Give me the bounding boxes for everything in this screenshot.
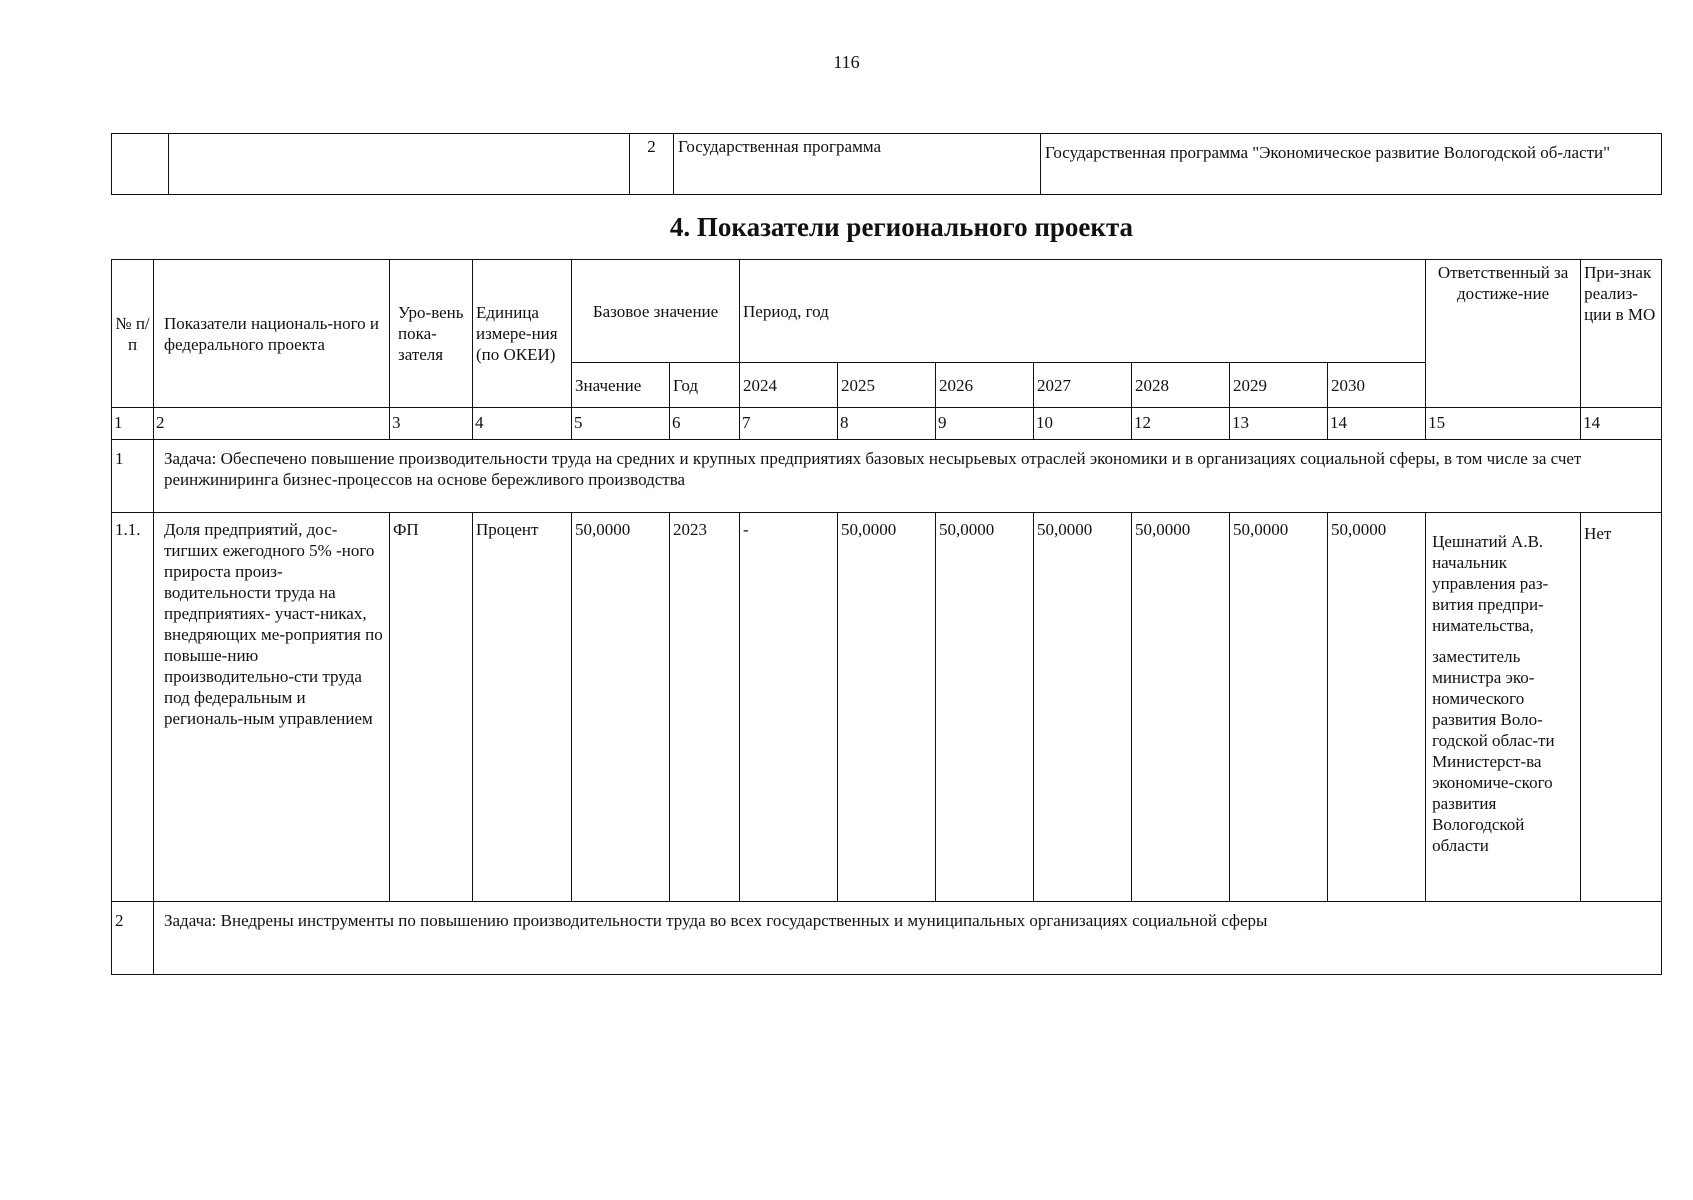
column-number: 14	[1581, 408, 1662, 440]
header-year: 2024	[740, 363, 838, 408]
base-value: 50,0000	[572, 513, 670, 902]
year-value: 50,0000	[838, 513, 936, 902]
column-number: 2	[154, 408, 390, 440]
empty-cell	[112, 134, 169, 195]
column-number: 5	[572, 408, 670, 440]
year-value: 50,0000	[1328, 513, 1426, 902]
indicator-unit: Процент	[473, 513, 572, 902]
column-number: 10	[1034, 408, 1132, 440]
table-row	[112, 134, 1662, 195]
header-year: 2026	[936, 363, 1034, 408]
year-value: 50,0000	[936, 513, 1034, 902]
column-number: 4	[473, 408, 572, 440]
header-period: Период, год	[740, 260, 1426, 363]
table-row	[112, 513, 1662, 902]
column-number: 9	[936, 408, 1034, 440]
row-value: Государственная программа "Экономическое развитие Вологодской об-ласти"	[1041, 134, 1662, 195]
task-number: 2	[112, 902, 154, 975]
task-row	[112, 440, 1662, 513]
row-label: Государственная программа	[674, 134, 1041, 195]
task-number: 1	[112, 440, 154, 513]
year-value: -	[740, 513, 838, 902]
header-responsible: Ответственный за достиже-ние	[1426, 260, 1581, 408]
page-number: 116	[833, 52, 860, 72]
row-number: 2	[630, 134, 674, 195]
task-text: Задача: Внедрены инструменты по повышению производительности труда во всех государственных и муниципальных организациях социальной сферы	[154, 902, 1662, 975]
column-number: 14	[1328, 408, 1426, 440]
header-sign: При-знак реализ-ции в МО	[1581, 260, 1662, 408]
base-year: 2023	[670, 513, 740, 902]
column-number: 15	[1426, 408, 1581, 440]
header-unit: Единица измере-ния (по ОКЕИ)	[473, 260, 572, 408]
year-value: 50,0000	[1034, 513, 1132, 902]
header-indicator: Показатели националь-ного и федерального проекта	[154, 260, 390, 408]
row-number: 1.1.	[112, 513, 154, 902]
section-title: 4. Показатели регионального проекта	[669, 212, 1134, 242]
column-number: 1	[112, 408, 154, 440]
task-text: Задача: Обеспечено повышение производительности труда на средних и крупных предприятиях базовых несырьевых отраслей экономики и в организациях социальной сферы, в том числе за счет реинжиниринга бизнес-процессов на основе бережливого производства	[154, 440, 1662, 513]
column-number: 12	[1132, 408, 1230, 440]
mo-sign: Нет	[1581, 513, 1662, 902]
header-base-value-label: Значение	[572, 363, 670, 408]
header-year: 2025	[838, 363, 936, 408]
empty-cell	[169, 134, 630, 195]
responsible-person	[1426, 513, 1581, 902]
header-base-year-label: Год	[670, 363, 740, 408]
column-number: 8	[838, 408, 936, 440]
column-number: 3	[390, 408, 473, 440]
indicator-level: ФП	[390, 513, 473, 902]
column-number-row	[112, 408, 1662, 440]
year-value: 50,0000	[1132, 513, 1230, 902]
column-number: 7	[740, 408, 838, 440]
header-year: 2027	[1034, 363, 1132, 408]
year-value: 50,0000	[1230, 513, 1328, 902]
responsible-position: заместитель министра эко-номического развития Воло-годской облас-ти Министерст-ва экономиче-ского развития Вологодской области	[1432, 647, 1555, 855]
indicator-name: Доля предприятий, дос-тигших ежегодного 5% -ного прироста произ-водительности труда на предприятиях- участ-никах, внедряющих ме-роприятия по повыше-нию производительно-сти труда под федеральным и региональ-ным управлением	[154, 513, 390, 902]
header-year: 2029	[1230, 363, 1328, 408]
header-base-value: Базовое значение	[572, 260, 740, 363]
header-year: 2028	[1132, 363, 1230, 408]
header-level: Уро-вень пока-зателя	[390, 260, 473, 408]
header-row	[112, 260, 1662, 363]
column-number: 6	[670, 408, 740, 440]
header-year: 2030	[1328, 363, 1426, 408]
header-num: № п/ п	[112, 260, 154, 408]
previous-page-table	[111, 133, 1662, 195]
task-row	[112, 902, 1662, 975]
column-number: 13	[1230, 408, 1328, 440]
responsible-name: Цешнатий А.В. начальник управления раз-вития предпри-нимательства,	[1432, 532, 1549, 635]
indicators-table	[111, 259, 1662, 975]
